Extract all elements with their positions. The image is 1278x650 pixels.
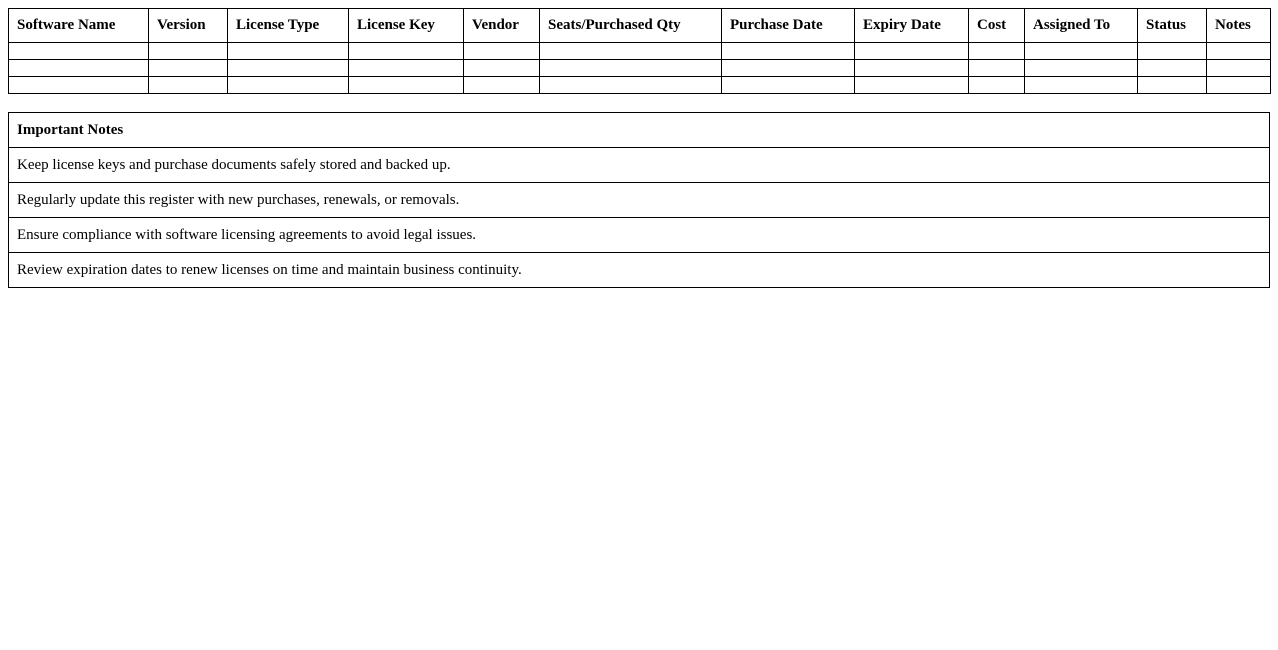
table-cell[interactable]: [149, 77, 228, 94]
table-cell[interactable]: [9, 43, 149, 60]
note-text: Regularly update this register with new purchases, renewals, or removals.: [9, 183, 1270, 218]
table-cell[interactable]: [722, 77, 855, 94]
table-cell[interactable]: [149, 60, 228, 77]
table-cell[interactable]: [722, 43, 855, 60]
table-cell[interactable]: [464, 43, 540, 60]
table-cell[interactable]: [1138, 60, 1207, 77]
table-cell[interactable]: [1207, 77, 1271, 94]
list-item: [9, 183, 1270, 218]
column-header-software-name: Software Name: [9, 9, 149, 43]
table-cell[interactable]: [349, 43, 464, 60]
table-cell[interactable]: [9, 60, 149, 77]
table-cell[interactable]: [228, 43, 349, 60]
table-cell[interactable]: [1207, 43, 1271, 60]
table-cell[interactable]: [969, 60, 1025, 77]
important-notes-table: [8, 112, 1270, 288]
column-header-expiry-date: Expiry Date: [855, 9, 969, 43]
notes-heading: Important Notes: [9, 113, 1270, 148]
list-item: [9, 253, 1270, 288]
note-text: Ensure compliance with software licensing agreements to avoid legal issues.: [9, 218, 1270, 253]
table-row: [9, 43, 1271, 60]
table-cell[interactable]: [1138, 77, 1207, 94]
column-header-status: Status: [1138, 9, 1207, 43]
column-header-purchase-date: Purchase Date: [722, 9, 855, 43]
table-row: [9, 77, 1271, 94]
table-cell[interactable]: [969, 43, 1025, 60]
column-header-version: Version: [149, 9, 228, 43]
table-cell[interactable]: [540, 77, 722, 94]
table-cell[interactable]: [540, 43, 722, 60]
column-header-notes: Notes: [1207, 9, 1271, 43]
column-header-vendor: Vendor: [464, 9, 540, 43]
table-cell[interactable]: [969, 77, 1025, 94]
table-cell[interactable]: [855, 43, 969, 60]
column-header-seats-qty: Seats/Purchased Qty: [540, 9, 722, 43]
table-cell[interactable]: [1025, 43, 1138, 60]
table-cell[interactable]: [722, 60, 855, 77]
note-text: Review expiration dates to renew licenses on time and maintain business continuity.: [9, 253, 1270, 288]
page-content: [8, 8, 1270, 288]
license-register-table: [8, 8, 1271, 94]
table-cell[interactable]: [855, 60, 969, 77]
table-cell[interactable]: [228, 60, 349, 77]
table-cell[interactable]: [9, 77, 149, 94]
table-cell[interactable]: [1207, 60, 1271, 77]
note-text: Keep license keys and purchase documents safely stored and backed up.: [9, 148, 1270, 183]
table-cell[interactable]: [228, 77, 349, 94]
table-cell[interactable]: [464, 77, 540, 94]
column-header-cost: Cost: [969, 9, 1025, 43]
table-cell[interactable]: [1025, 77, 1138, 94]
table-cell[interactable]: [349, 60, 464, 77]
list-item: [9, 148, 1270, 183]
table-cell[interactable]: [1025, 60, 1138, 77]
column-header-license-key: License Key: [349, 9, 464, 43]
table-cell[interactable]: [149, 43, 228, 60]
table-cell[interactable]: [1138, 43, 1207, 60]
column-header-license-type: License Type: [228, 9, 349, 43]
table-cell[interactable]: [464, 60, 540, 77]
table-row: [9, 60, 1271, 77]
list-item: [9, 218, 1270, 253]
notes-header-row: [9, 113, 1270, 148]
table-cell[interactable]: [349, 77, 464, 94]
table-cell[interactable]: [540, 60, 722, 77]
table-header-row: [9, 9, 1271, 43]
table-cell[interactable]: [855, 77, 969, 94]
column-header-assigned-to: Assigned To: [1025, 9, 1138, 43]
